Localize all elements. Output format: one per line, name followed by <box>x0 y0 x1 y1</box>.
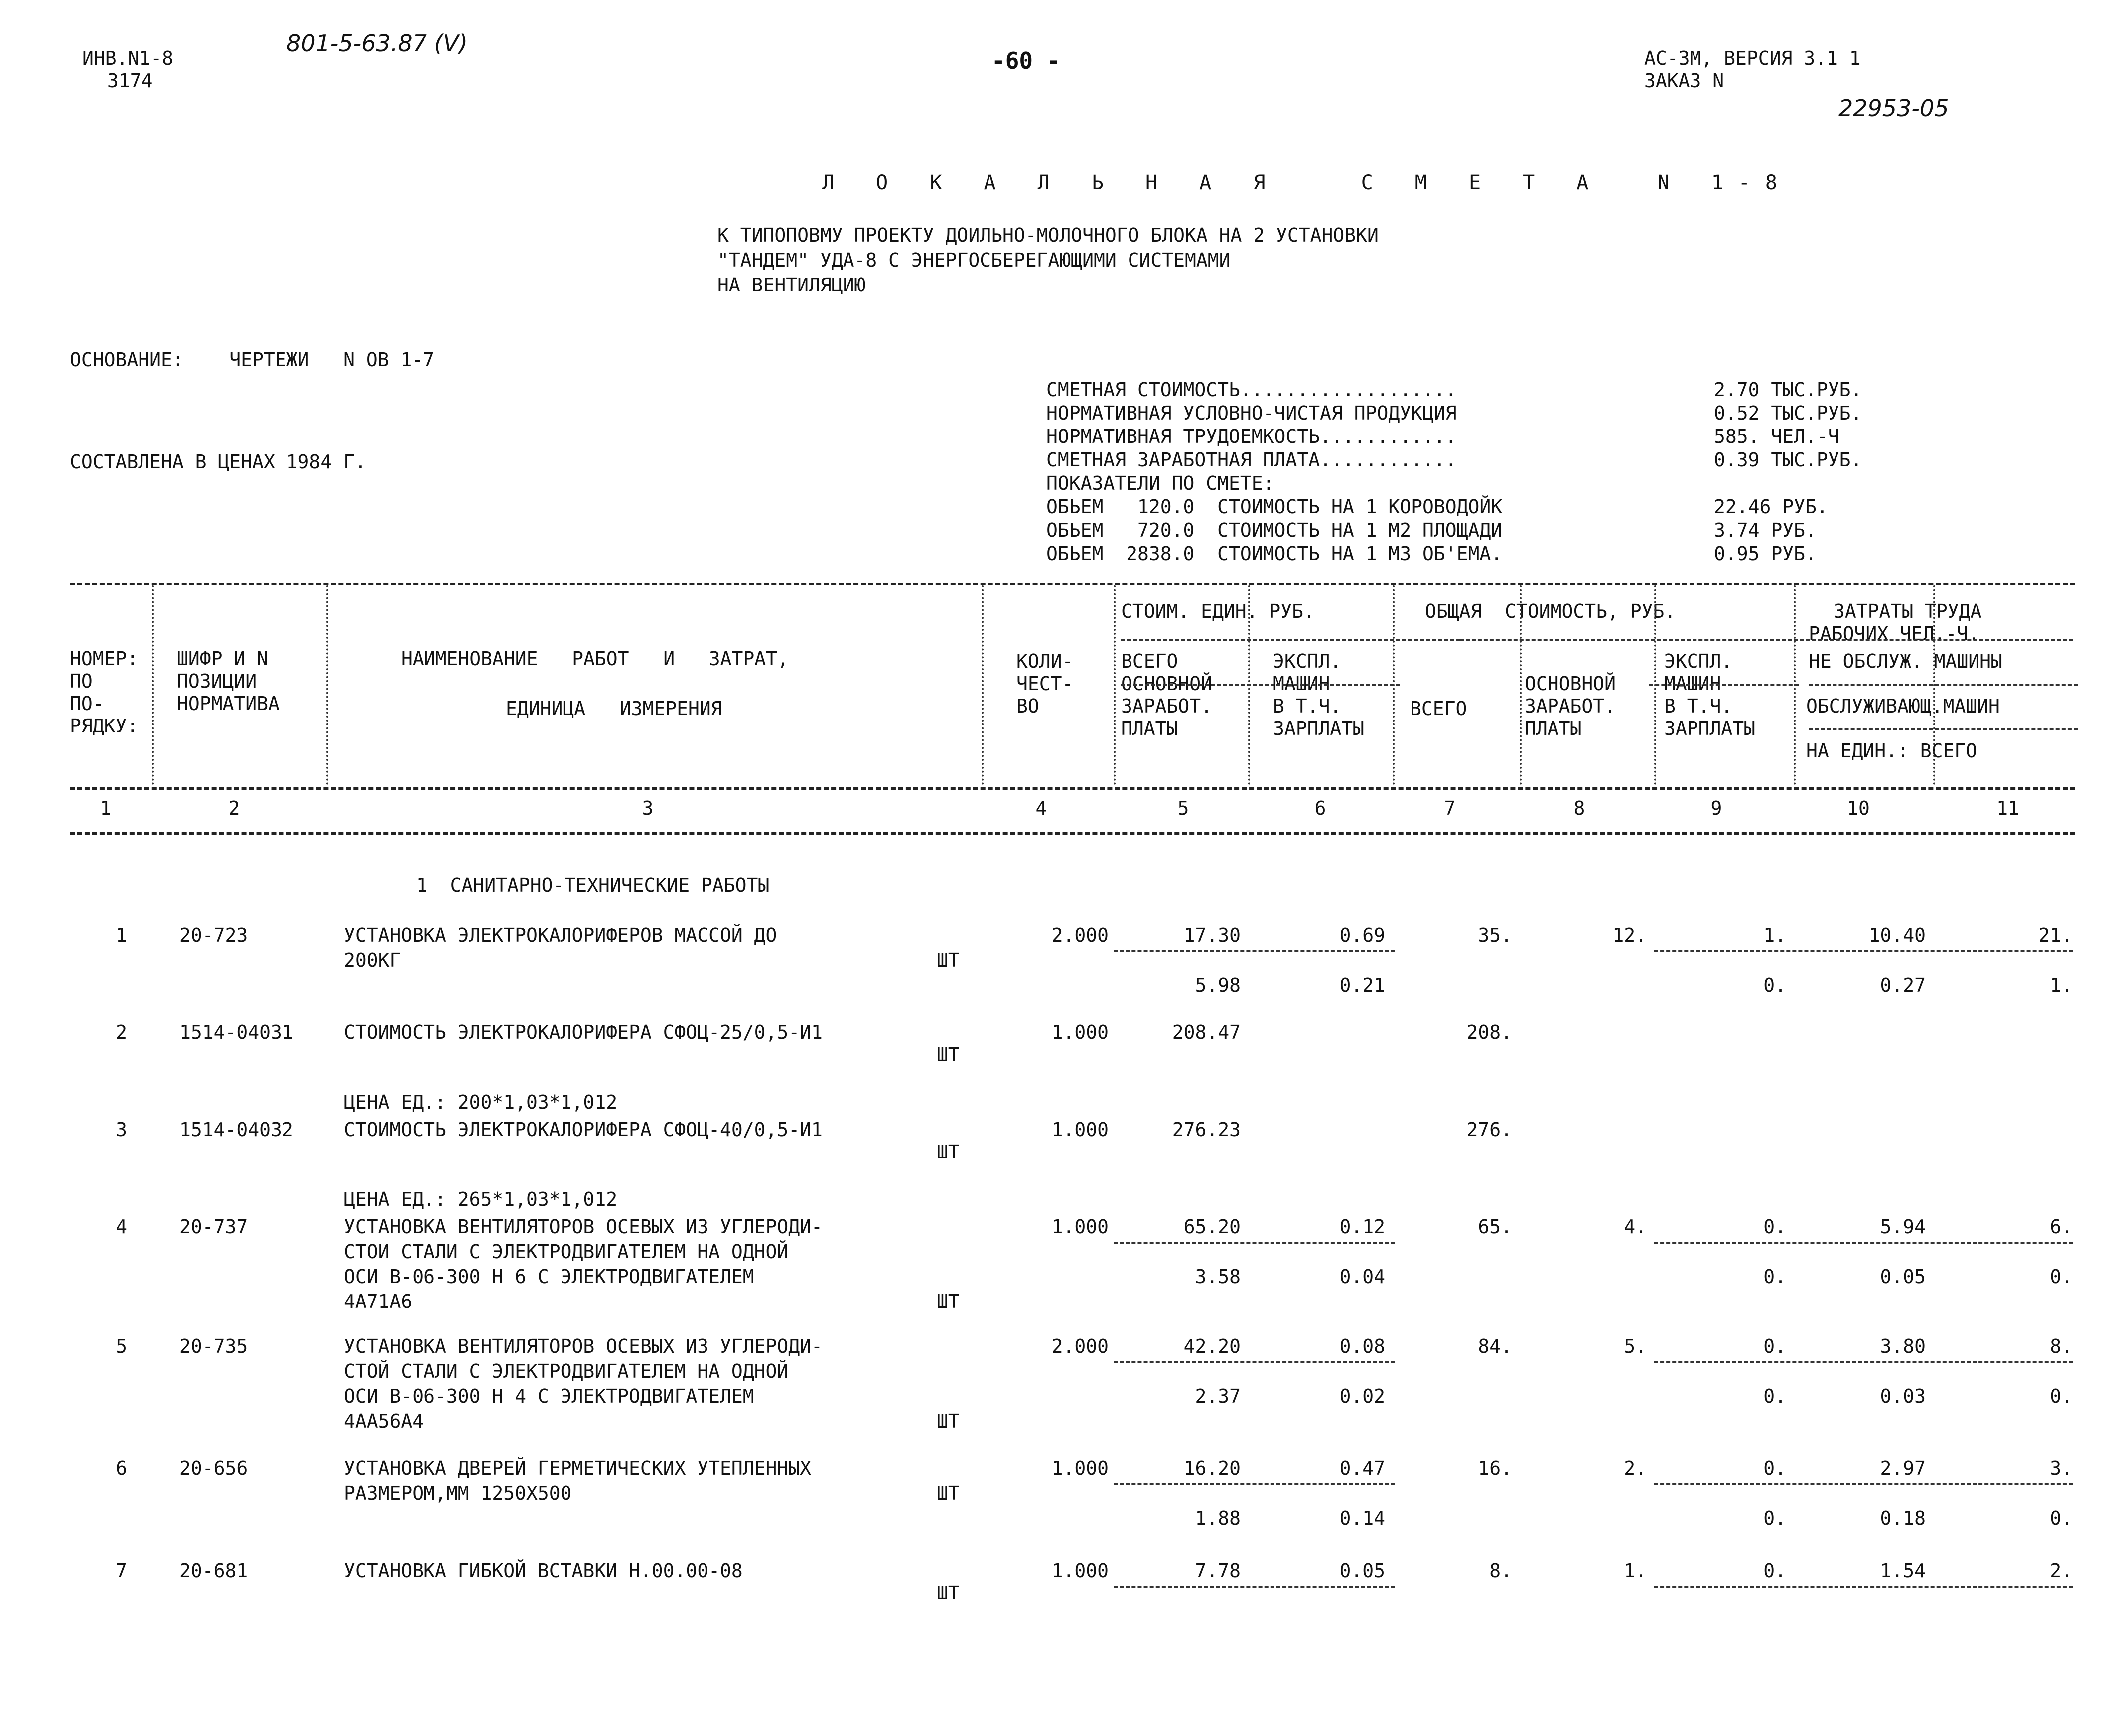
row-unit: ШТ <box>937 1044 960 1066</box>
row-name: ОСИ В-06-300 Н 6 С ЭЛЕКТРОДВИГАТЕЛЕМ <box>344 1266 754 1288</box>
row-name: СТОИ СТАЛИ С ЭЛЕКТРОДВИГАТЕЛЕМ НА ОДНОЙ <box>344 1241 789 1263</box>
column-number: 2 <box>228 797 240 819</box>
row-price-formula: ЦЕНА ЕД.: 200*1,03*1,012 <box>344 1091 618 1113</box>
column-separator <box>326 585 328 785</box>
row-unit: ШТ <box>937 1410 960 1432</box>
summary-value: 3.74 РУБ. <box>1714 519 1817 541</box>
header-col11: НА ЕДИН.: ВСЕГО <box>1806 740 1977 762</box>
row-name: ОСИ В-06-300 Н 4 С ЭЛЕКТРОДВИГАТЕЛЕМ <box>344 1385 754 1407</box>
row-number: 2 <box>116 1021 127 1043</box>
row-unit: ШТ <box>937 949 960 971</box>
row-divider <box>1114 1586 1395 1588</box>
row-total-machines: 0. <box>1763 1335 1786 1357</box>
row-number: 4 <box>116 1216 127 1238</box>
row-quantity: 2.000 <box>1051 1335 1109 1357</box>
row-total-wages: 12. <box>1612 924 1647 946</box>
handwritten-project-code: 801-5-63.87 (V) <box>286 30 468 57</box>
row-total-cost: 208. <box>1466 1021 1512 1043</box>
row-name: УСТАНОВКА ЭЛЕКТРОКАЛОРИФЕРОВ МАССОЙ ДО <box>344 924 777 946</box>
row-unit-cost-total: 17.30 <box>1183 924 1241 946</box>
row-number: 5 <box>116 1335 127 1357</box>
row-unit-cost-total: 7.78 <box>1195 1560 1241 1582</box>
summary-value: 0.39 ТЫС.РУБ. <box>1714 449 1862 471</box>
row-total-wages: 1. <box>1624 1560 1647 1582</box>
row-labor-machines-total: 1. <box>2050 974 2073 996</box>
row-name: 4АА56А4 <box>344 1410 424 1432</box>
row-labor-total: 6. <box>2050 1216 2073 1238</box>
column-separator <box>1933 585 1935 785</box>
row-wage-total-machines: 0. <box>1763 974 1786 996</box>
row-name: УСТАНОВКА ВЕНТИЛЯТОРОВ ОСЕВЫХ ИЗ УГЛЕРОДИ- <box>344 1335 823 1357</box>
row-name: 200КГ <box>344 949 401 971</box>
row-code: 1514-04031 <box>179 1021 293 1043</box>
row-unit-cost-total: 276.23 <box>1172 1119 1241 1141</box>
row-total-cost: 8. <box>1489 1560 1512 1582</box>
row-divider <box>1654 1483 2073 1485</box>
header-col9: ЗАРПЛАТЫ <box>1664 718 1756 739</box>
row-labor-machines-unit: 0.03 <box>1880 1385 1926 1407</box>
document-title: Л О К А Л Ь Н А Я С М Е Т А N 1-8 <box>822 171 1792 194</box>
header-col6: ЗАРПЛАТЫ <box>1273 718 1365 739</box>
row-divider <box>1114 950 1395 952</box>
row-total-machines: 0. <box>1763 1216 1786 1238</box>
summary-value: 0.95 РУБ. <box>1714 543 1817 565</box>
summary-label: ПОКАЗАТЕЛИ ПО СМЕТЕ: <box>1046 472 1274 494</box>
row-number: 7 <box>116 1560 127 1582</box>
header-quantity: КОЛИ- <box>1016 650 1074 672</box>
row-unit-cost-total: 16.20 <box>1183 1457 1241 1479</box>
row-name: УСТАНОВКА ВЕНТИЛЯТОРОВ ОСЕВЫХ ИЗ УГЛЕРОДИ- <box>344 1216 823 1238</box>
row-quantity: 1.000 <box>1051 1560 1109 1582</box>
row-labor-unit: 2.97 <box>1880 1457 1926 1479</box>
header-number: ПО <box>70 670 93 692</box>
row-labor-unit: 5.94 <box>1880 1216 1926 1238</box>
row-total-machines: 0. <box>1763 1457 1786 1479</box>
row-labor-machines-total: 0. <box>2050 1266 2073 1288</box>
column-number: 6 <box>1314 797 1326 819</box>
row-wage-total-machines: 0. <box>1763 1266 1786 1288</box>
header-unit: ЕДИНИЦА ИЗМЕРЕНИЯ <box>506 698 722 720</box>
header-col5: ПЛАТЫ <box>1121 718 1178 739</box>
header-col6: В Т.Ч. <box>1273 695 1342 717</box>
header-labor: ЗАТРАТЫ ТРУДА <box>1834 600 1982 622</box>
row-divider <box>1654 1242 2073 1244</box>
header-col6: ЭКСПЛ. <box>1273 650 1342 672</box>
summary-label: СМЕТНАЯ СТОИМОСТЬ................... <box>1046 379 1457 401</box>
row-labor-total: 3. <box>2050 1457 2073 1479</box>
column-separator <box>1794 585 1796 785</box>
header-col8: ЗАРАБОТ. <box>1525 695 1616 717</box>
row-total-cost: 65. <box>1478 1216 1512 1238</box>
row-labor-machines-unit: 0.05 <box>1880 1266 1926 1288</box>
summary-value: 22.46 РУБ. <box>1714 496 1828 518</box>
row-number: 1 <box>116 924 127 946</box>
header-unit-cost: СТОИМ. ЕДИН. РУБ. <box>1121 600 1315 622</box>
row-total-wages: 4. <box>1624 1216 1647 1238</box>
header-total-cost: ОБЩАЯ СТОИМОСТЬ, РУБ. <box>1425 600 1676 622</box>
basis-line: ОСНОВАНИЕ: ЧЕРТЕЖИ N ОВ 1-7 <box>70 349 435 371</box>
header-col5: ЗАРАБОТ. <box>1121 695 1213 717</box>
prices-line: СОСТАВЛЕНА В ЦЕНАХ 1984 Г. <box>70 451 366 473</box>
column-number: 3 <box>642 797 654 819</box>
column-number: 5 <box>1177 797 1189 819</box>
row-labor-unit: 10.40 <box>1868 924 1926 946</box>
row-unit-cost-machines: 0.69 <box>1339 924 1385 946</box>
section-title: 1 САНИТАРНО-ТЕХНИЧЕСКИЕ РАБОТЫ <box>416 874 770 896</box>
header-col7: ВСЕГО <box>1410 698 1467 720</box>
row-wage-total-machines: 0. <box>1763 1507 1786 1529</box>
row-total-cost: 16. <box>1478 1457 1512 1479</box>
row-unit: ШТ <box>937 1291 960 1312</box>
column-number: 7 <box>1444 797 1456 819</box>
inventory-number: 3174 <box>107 70 153 92</box>
header-col5: ВСЕГО <box>1121 650 1178 672</box>
row-divider <box>1654 1586 2073 1588</box>
row-divider <box>1654 950 2073 952</box>
row-total-cost: 276. <box>1466 1119 1512 1141</box>
row-total-cost: 35. <box>1478 924 1512 946</box>
row-code: 1514-04032 <box>179 1119 293 1141</box>
header-number: ПО- <box>70 693 104 715</box>
row-name: РАЗМЕРОМ,ММ 1250Х500 <box>344 1482 572 1504</box>
row-wage-unit: 1.88 <box>1195 1507 1241 1529</box>
header-col8: ПЛАТЫ <box>1525 718 1582 739</box>
row-unit-cost-total: 208.47 <box>1172 1021 1241 1043</box>
inventory-label: ИНВ.N1-8 <box>82 47 174 69</box>
column-separator <box>1114 585 1116 785</box>
column-number: 8 <box>1573 797 1585 819</box>
column-separator <box>1393 585 1395 785</box>
row-labor-total: 21. <box>2038 924 2073 946</box>
column-separator <box>1520 585 1522 785</box>
row-number: 3 <box>116 1119 127 1141</box>
header-col9: МАШИН <box>1664 673 1721 695</box>
row-divider <box>1114 1361 1395 1363</box>
row-wage-unit: 5.98 <box>1195 974 1241 996</box>
row-unit-cost-machines: 0.08 <box>1339 1335 1385 1357</box>
header-number: РЯДКУ: <box>70 715 139 737</box>
header-divider <box>1649 684 1799 686</box>
row-total-cost: 84. <box>1478 1335 1512 1357</box>
row-quantity: 1.000 <box>1051 1119 1109 1141</box>
row-unit: ШТ <box>937 1582 960 1604</box>
header-bottom-rule <box>70 787 2075 790</box>
row-labor-machines-total: 0. <box>2050 1507 2073 1529</box>
column-separator <box>982 585 984 785</box>
row-name: СТОЙ СТАЛИ С ЭЛЕКТРОДВИГАТЕЛЕМ НА ОДНОЙ <box>344 1360 789 1382</box>
summary-label: НОРМАТИВНАЯ УСЛОВНО-ЧИСТАЯ ПРОДУКЦИЯ <box>1046 402 1457 424</box>
row-code: 20-735 <box>179 1335 248 1357</box>
header-number: НОМЕР: <box>70 648 139 670</box>
row-unit-cost-machines: 0.12 <box>1339 1216 1385 1238</box>
order-label: ЗАКАЗ N <box>1644 70 1724 92</box>
row-name: СТОИМОСТЬ ЭЛЕКТРОКАЛОРИФЕРА СФОЦ-25/0,5-И1 <box>344 1021 823 1043</box>
row-unit-cost-total: 65.20 <box>1183 1216 1241 1238</box>
header-col9: В Т.Ч. <box>1664 695 1733 717</box>
row-quantity: 1.000 <box>1051 1021 1109 1043</box>
header-divider <box>1809 684 2078 686</box>
row-unit: ШТ <box>937 1482 960 1504</box>
row-wage-machines: 0.04 <box>1339 1266 1385 1288</box>
header-quantity: ВО <box>1016 695 1039 717</box>
subtitle-line: НА ВЕНТИЛЯЦИЮ <box>717 274 866 296</box>
software-version: АС-3М, ВЕРСИЯ 3.1 1 <box>1644 47 1861 69</box>
column-number: 9 <box>1710 797 1722 819</box>
row-divider <box>1114 1483 1395 1485</box>
row-quantity: 1.000 <box>1051 1457 1109 1479</box>
row-wage-unit: 3.58 <box>1195 1266 1241 1288</box>
header-name: НАИМЕНОВАНИЕ РАБОТ И ЗАТРАТ, <box>401 648 789 670</box>
handwritten-order-number: 22953-05 <box>1838 95 1949 122</box>
header-col10: ОБСЛУЖИВАЮЩ.МАШИН <box>1806 695 2000 717</box>
column-separator <box>152 585 154 785</box>
row-unit-cost-total: 42.20 <box>1183 1335 1241 1357</box>
row-name: УСТАНОВКА ДВЕРЕЙ ГЕРМЕТИЧЕСКИХ УТЕПЛЕННЫХ <box>344 1457 811 1479</box>
row-name: СТОИМОСТЬ ЭЛЕКТРОКАЛОРИФЕРА СФОЦ-40/0,5-И1 <box>344 1119 823 1141</box>
row-labor-unit: 3.80 <box>1880 1335 1926 1357</box>
header-col10: НЕ ОБСЛУЖ. МАШИНЫ <box>1809 650 2002 672</box>
row-wage-unit: 2.37 <box>1195 1385 1241 1407</box>
row-wage-machines: 0.21 <box>1339 974 1385 996</box>
header-labor: РАБОЧИХ ЧЕЛ.-Ч. <box>1809 623 1980 645</box>
header-code: НОРМАТИВА <box>177 693 280 715</box>
summary-label: СМЕТНАЯ ЗАРАБОТНАЯ ПЛАТА............ <box>1046 449 1457 471</box>
summary-label: ОБЬЕМ 2838.0 СТОИМОСТЬ НА 1 М3 ОБ'ЕМА. <box>1046 543 1503 565</box>
row-wage-machines: 0.14 <box>1339 1507 1385 1529</box>
row-price-formula: ЦЕНА ЕД.: 265*1,03*1,012 <box>344 1188 618 1210</box>
header-col9: ЭКСПЛ. <box>1664 650 1733 672</box>
header-divider <box>1121 684 1400 686</box>
summary-label: НОРМАТИВНАЯ ТРУДОЕМКОСТЬ............ <box>1046 426 1457 447</box>
row-wage-total-machines: 0. <box>1763 1385 1786 1407</box>
header-col5: ОСНОВНОЙ <box>1121 673 1213 695</box>
row-total-machines: 0. <box>1763 1560 1786 1582</box>
column-separator <box>1248 585 1250 785</box>
summary-value: 0.52 ТЫС.РУБ. <box>1714 402 1862 424</box>
row-quantity: 2.000 <box>1051 924 1109 946</box>
row-code: 20-737 <box>179 1216 248 1238</box>
row-unit-cost-machines: 0.47 <box>1339 1457 1385 1479</box>
header-divider <box>1460 639 2073 641</box>
header-divider <box>1121 639 1460 641</box>
header-code: ШИФР И N <box>177 648 269 670</box>
summary-label: ОБЬЕМ 720.0 СТОИМОСТЬ НА 1 М2 ПЛОЩАДИ <box>1046 519 1503 541</box>
summary-value: 585. ЧЕЛ.-Ч <box>1714 426 1839 447</box>
column-number: 10 <box>1847 797 1870 819</box>
row-quantity: 1.000 <box>1051 1216 1109 1238</box>
header-quantity: ЧЕСТ- <box>1016 673 1074 695</box>
row-wage-machines: 0.02 <box>1339 1385 1385 1407</box>
summary-value: 2.70 ТЫС.РУБ. <box>1714 379 1862 401</box>
row-unit: ШТ <box>937 1141 960 1163</box>
row-total-wages: 5. <box>1624 1335 1647 1357</box>
row-code: 20-681 <box>179 1560 248 1582</box>
row-unit-cost-machines: 0.05 <box>1339 1560 1385 1582</box>
row-name: УСТАНОВКА ГИБКОЙ ВСТАВКИ Н.00.00-08 <box>344 1560 743 1582</box>
page-number: -60 - <box>991 47 1061 74</box>
row-code: 20-656 <box>179 1457 248 1479</box>
header-code: ПОЗИЦИИ <box>177 670 257 692</box>
subtitle-line: К ТИПОПОВМУ ПРОЕКТУ ДОИЛЬНО-МОЛОЧНОГО БЛОКА НА 2 УСТАНОВКИ <box>717 224 1379 246</box>
row-labor-unit: 1.54 <box>1880 1560 1926 1582</box>
row-name: 4А71А6 <box>344 1291 413 1312</box>
header-col8: ОСНОВНОЙ <box>1525 673 1616 695</box>
row-total-wages: 2. <box>1624 1457 1647 1479</box>
table-top-rule <box>70 583 2075 585</box>
subtitle-line: "ТАНДЕМ" УДА-8 С ЭНЕРГОСБЕРЕГАЮЩИМИ СИСТЕМАМИ <box>717 249 1231 271</box>
column-number: 11 <box>1996 797 2019 819</box>
row-code: 20-723 <box>179 924 248 946</box>
row-divider <box>1114 1242 1395 1244</box>
row-number: 6 <box>116 1457 127 1479</box>
row-divider <box>1654 1361 2073 1363</box>
header-col6: МАШИН <box>1273 673 1330 695</box>
col-number-bottom-rule <box>70 832 2075 835</box>
column-number: 4 <box>1035 797 1047 819</box>
row-labor-machines-unit: 0.27 <box>1880 974 1926 996</box>
column-separator <box>1654 585 1656 785</box>
row-labor-machines-unit: 0.18 <box>1880 1507 1926 1529</box>
row-labor-total: 2. <box>2050 1560 2073 1582</box>
row-total-machines: 1. <box>1763 924 1786 946</box>
summary-label: ОБЬЕМ 120.0 СТОИМОСТЬ НА 1 КОРОВОДОЙК <box>1046 496 1503 518</box>
header-divider <box>1809 728 2078 730</box>
row-labor-total: 8. <box>2050 1335 2073 1357</box>
column-number: 1 <box>100 797 112 819</box>
row-labor-machines-total: 0. <box>2050 1385 2073 1407</box>
